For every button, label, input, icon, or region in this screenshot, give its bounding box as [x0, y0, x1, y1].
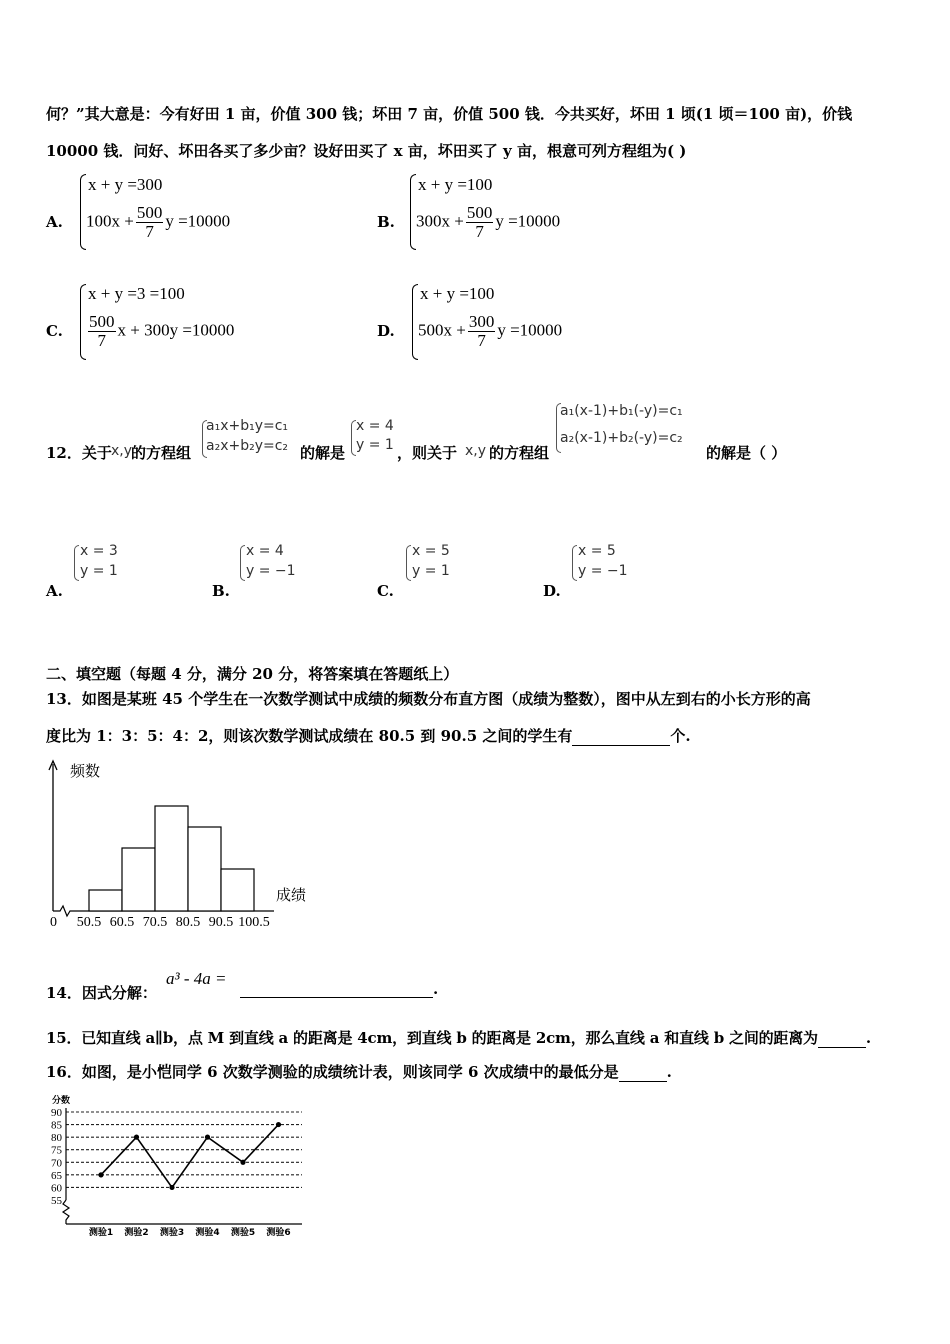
q12-option-c-l1: x = 5: [412, 543, 450, 559]
q11-option-d-pre: 500x +: [418, 320, 466, 340]
q11-option-c-label[interactable]: C.: [46, 322, 63, 340]
linechart-y-tick: 70: [51, 1157, 62, 1170]
linechart-x-tick: 测验2: [124, 1228, 149, 1238]
q16-text: 16．如图，是小恺同学 6 次数学测验的成绩统计表，则该同学 6 次成绩中的最低分是: [46, 1063, 619, 1081]
histogram-y-label: 频数: [70, 762, 101, 780]
linechart-x-tick: 测验6: [266, 1228, 291, 1238]
linechart-y-tick: 75: [51, 1144, 62, 1157]
histogram-tick-label: 100.5: [238, 915, 270, 930]
q12-xy-2: x,y: [465, 443, 487, 459]
histogram-tick-label: 60.5: [109, 915, 135, 930]
q11-option-c-num: 500: [89, 312, 115, 331]
q12-sol-l2: y = 1: [356, 437, 394, 453]
histogram-x-label: 成绩: [276, 886, 307, 904]
linechart-y-tick: 55: [51, 1195, 62, 1207]
score-line-chart: [40, 1092, 310, 1240]
q15-end: .: [865, 1029, 871, 1047]
q16-line: [46, 1061, 672, 1082]
q11-option-d-den: 7: [477, 331, 486, 350]
q14-text: 14．因式分解：: [46, 984, 157, 1002]
section-heading: 二、填空题（每题 4 分，满分 20 分，将答案填在答题纸上）: [46, 665, 459, 683]
q12-option-d-brace: [572, 545, 577, 581]
q11-option-b-pre: 300x +: [416, 211, 464, 231]
q12-t4: ，则关于: [397, 444, 458, 462]
histogram-tick-label: 70.5: [142, 915, 168, 930]
linechart-y-tick: 60: [51, 1182, 62, 1195]
q14-answer-blank[interactable]: [240, 982, 433, 998]
q11-option-b-post: y =10000: [495, 211, 561, 231]
linechart-x-tick: 测验5: [230, 1228, 256, 1238]
q12-option-b-label[interactable]: B.: [212, 582, 230, 600]
q12-t5: 的方程组: [489, 444, 550, 462]
linechart-point: [240, 1160, 245, 1165]
linechart-point: [276, 1122, 281, 1127]
q12-sys1-l2: a₂x+b₂y=c₂: [206, 438, 289, 454]
histogram-bar: [221, 869, 254, 911]
q13-line2-text: 度比为 1：3：5：4：2，则该次数学测试成绩在 80.5 到 90.5 之间的学生有: [46, 727, 573, 745]
histogram-bar: [155, 806, 188, 911]
q12-option-c-l2: y = 1: [412, 563, 450, 579]
q11-option-a-eq2: [86, 204, 230, 241]
q12-t3: 的解是: [300, 444, 346, 462]
q12-option-a-label[interactable]: A.: [46, 582, 63, 600]
histogram-bar: [89, 890, 122, 911]
linechart-series-line: [101, 1125, 279, 1188]
q12-sys1-l1: a₁x+b₁y=c₁: [206, 418, 289, 434]
linechart-y-tick: 80: [51, 1132, 62, 1145]
q12-t1: 12．关于: [46, 444, 112, 462]
q11-option-c-post: x + 300y =10000: [117, 320, 235, 340]
q11-option-c-eq2: [86, 313, 234, 350]
q11-option-d-eq2: [418, 313, 562, 350]
linechart-x-tick: 测验1: [88, 1228, 114, 1238]
q11-line1: 何？”其大意是：今有好田 1 亩，价值 300 钱；坏田 7 亩，价值 500 钱．今共买好，坏田 1 顷(1 顷＝100 亩)，价钱: [46, 105, 853, 123]
q13-line2: [46, 725, 691, 746]
linechart-point: [169, 1185, 174, 1190]
histogram-bar: [188, 827, 221, 911]
q12-sys2-l1: a₁(x-1)+b₁(-y)=c₁: [560, 403, 683, 419]
linechart-y-tick: 90: [51, 1107, 62, 1119]
q12-option-d-label[interactable]: D.: [543, 582, 561, 600]
q11-option-b-label[interactable]: B.: [377, 213, 395, 231]
linechart-point: [205, 1135, 210, 1140]
q12-sys2-l2: a₂(x-1)+b₂(-y)=c₂: [560, 430, 683, 446]
q11-option-a-den: 7: [145, 222, 154, 241]
q12-option-d-l2: y = −1: [578, 563, 628, 579]
q11-option-a-pre: 100x +: [86, 211, 134, 231]
q11-option-b-num: 500: [466, 203, 493, 222]
q16-answer-blank[interactable]: [619, 1067, 667, 1082]
q11-option-d-post: y =10000: [497, 320, 563, 340]
q12-option-c-brace: [406, 545, 411, 581]
q11-option-a-label[interactable]: A.: [46, 213, 63, 231]
q11-option-c-den: 7: [97, 331, 106, 350]
linechart-x-tick: 测验3: [159, 1228, 185, 1238]
linechart-x-tick: 测验4: [195, 1228, 220, 1238]
q12-t6: 的解是（ ）: [706, 444, 787, 462]
q12-option-d-l1: x = 5: [578, 543, 616, 559]
q12-option-c-label[interactable]: C.: [377, 582, 394, 600]
linechart-y-tick: 85: [51, 1119, 62, 1132]
histogram-origin-label: 0: [50, 915, 57, 930]
q15-text: 15．已知直线 a∥b，点 M 到直线 a 的距离是 4cm，到直线 b 的距离是 2cm，那么直线 a 和直线 b 之间的距离为: [46, 1029, 818, 1047]
q12-option-a-l1: x = 3: [80, 543, 118, 559]
q13-line2-end: 个.: [670, 727, 691, 745]
q15-answer-blank[interactable]: [818, 1033, 866, 1048]
q12-option-a-l2: y = 1: [80, 563, 118, 579]
q15-line: [46, 1027, 871, 1048]
q12-sol-l1: x = 4: [356, 418, 394, 434]
q14-expr: a³ - 4a =: [166, 969, 227, 988]
q14-end: .: [433, 980, 439, 998]
q13-answer-blank[interactable]: [572, 731, 670, 746]
q11-option-d-label[interactable]: D.: [377, 322, 395, 340]
histogram-tick-label: 80.5: [175, 915, 201, 930]
q12-xy-1: x,y: [111, 443, 133, 459]
histogram-bar: [122, 848, 155, 911]
q11-option-a-num: 500: [136, 203, 163, 222]
q12-option-b-brace: [240, 545, 245, 581]
q11-option-b-den: 7: [475, 222, 484, 241]
q13-line1: 13．如图是某班 45 个学生在一次数学测试中成绩的频数分布直方图（成绩为整数），图中从左到右的小长方形的高: [46, 690, 811, 708]
q12-t2: 的方程组: [131, 444, 192, 462]
q11-option-d-eq1: x + y =100: [420, 284, 495, 303]
histogram-tick-label: 50.5: [76, 915, 102, 930]
q12-option-b-l2: y = −1: [246, 563, 296, 579]
histogram-tick-label: 90.5: [208, 915, 234, 930]
q11-option-d-num: 300: [468, 312, 495, 331]
q11-line2: 10000 钱．问好、坏田各买了多少亩？设好田买了 x 亩，坏田买了 y 亩，根意可列方程组为( ): [46, 142, 687, 160]
q11-option-b-eq2: [416, 204, 560, 241]
q16-end: .: [666, 1063, 672, 1081]
q11-option-a-post: y =10000: [165, 211, 231, 231]
q11-option-b-eq1: x + y =100: [418, 175, 493, 194]
linechart-y-label: 分数: [52, 1096, 71, 1106]
q11-option-a-eq1: x + y =300: [88, 175, 163, 194]
histogram-chart: [44, 758, 324, 936]
linechart-point: [98, 1172, 103, 1177]
q12-option-a-brace: [74, 545, 79, 581]
linechart-axis-break: [63, 1200, 69, 1224]
linechart-point: [134, 1135, 139, 1140]
linechart-y-tick: 65: [51, 1169, 62, 1182]
q12-option-b-l1: x = 4: [246, 543, 284, 559]
q11-option-c-eq1: x + y =3 =100: [88, 284, 185, 303]
q14-answer-line: [240, 980, 438, 998]
